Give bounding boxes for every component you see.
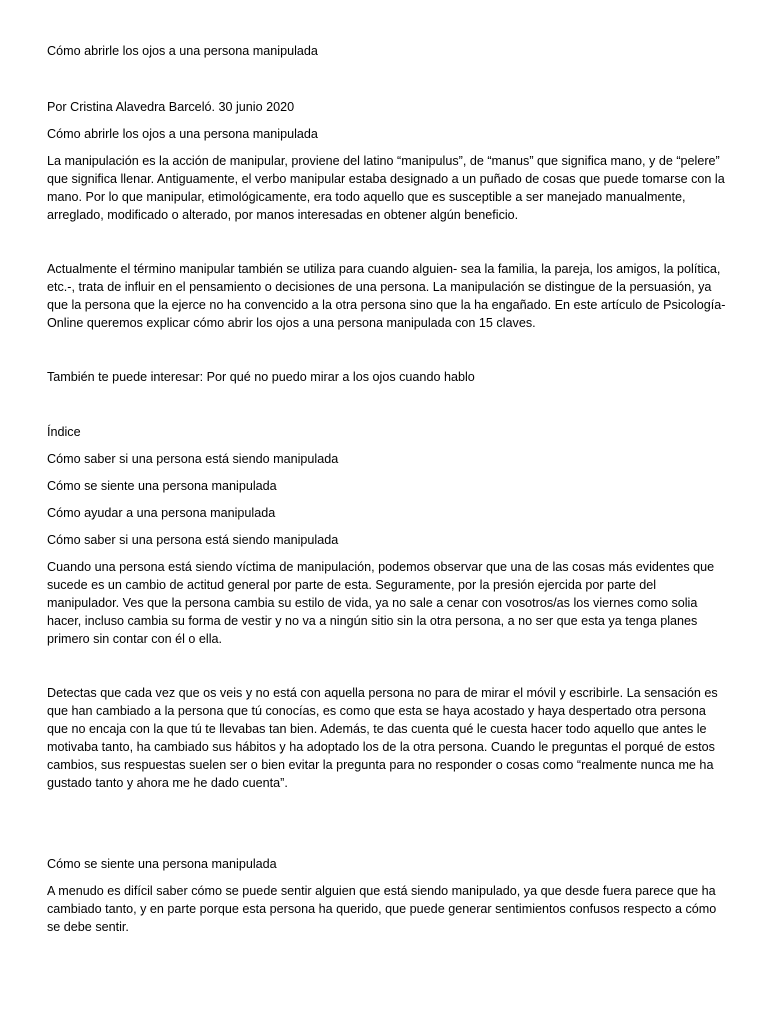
article-subtitle: Cómo abrirle los ojos a una persona manipulada xyxy=(47,127,318,141)
section2-paragraph-1: A menudo es difícil saber cómo se puede sentir alguien que está siendo manipulado, ya que desde fuera parece que ha cambiado tanto, y en parte porque esta persona ha querido, que puede generar sentimientos confusos respecto a cómo se debe sentir. xyxy=(47,884,717,934)
section-heading-1: Cómo saber si una persona está siendo manipulada xyxy=(47,533,339,547)
index-item[interactable]: Cómo saber si una persona está siendo manipulada xyxy=(47,452,339,466)
index-heading: Índice xyxy=(47,425,81,439)
section-heading-2: Cómo se siente una persona manipulada xyxy=(47,857,277,871)
document-title: Cómo abrirle los ojos a una persona manipulada xyxy=(47,44,318,58)
index-item[interactable]: Cómo se siente una persona manipulada xyxy=(47,479,277,493)
index-item[interactable]: Cómo ayudar a una persona manipulada xyxy=(47,506,276,520)
section1-paragraph-2: Detectas que cada vez que os veis y no está con aquella persona no para de mirar el móvil y escribirle. La sensación es que han cambiado a la persona que tú conocías, es como que esta se haya acostado y haya despertado otra persona que no encaja con la que tú te llevabas tan bien. Además, te das cuenta qué le cuesta hacer todo aquello que antes le motivaba tanto, ha cambiado sus hábitos y ha adoptado los de la otra persona. Cuando le preguntas el porqué de estos cambios, sus respuestas suelen ser o bien evitar la pregunta para no responder o cosas como “realmente nunca me ha gustado tanto y ahora me he dado cuenta”. xyxy=(47,686,718,790)
intro-paragraph-2: Actualmente el término manipular también se utiliza para cuando alguien- sea la familia, la pareja, los amigos, la política, etc.-, trata de influir en el pensamiento o decisiones de una persona. La manipulación se distingue de la persuasión, ya que la persona que la ejerce no ha convencido a la otra persona sino que la ha engañado. En este artículo de Psicología-Online queremos explicar cómo abrir los ojos a una persona manipulada con 15 claves. xyxy=(47,262,726,330)
related-link[interactable]: También te puede interesar: Por qué no puedo mirar a los ojos cuando hablo xyxy=(47,370,475,384)
byline: Por Cristina Alavedra Barceló. 30 junio 2020 xyxy=(47,100,295,114)
intro-paragraph-1: La manipulación es la acción de manipular, proviene del latino “manipulus”, de “manus” que significa mano, y de “pelere” que significa llenar. Antiguamente, el verbo manipular estaba designado a un puñado de cosas que puede tomarse con la mano. Por lo que manipular, etimológicamente, era todo aquello que es susceptible a ser manejado manualmente, arreglado, modificado o alterado, por manos interesadas en obtener algún beneficio. xyxy=(47,154,725,222)
section1-paragraph-1: Cuando una persona está siendo víctima de manipulación, podemos observar que una de las cosas más evidentes que sucede es un cambio de actitud general por parte de esta. Seguramente, por la presión ejercida por parte del manipulador. Ves que la persona cambia su estilo de vida, ya no sale a cenar con vosotros/as los viernes como solia hacer, incluso cambia su forma de vestir y no va a ningún sitio sin la otra persona, a no ser que esta ya tenga planes primero sin contar con él o ella. xyxy=(47,560,715,646)
